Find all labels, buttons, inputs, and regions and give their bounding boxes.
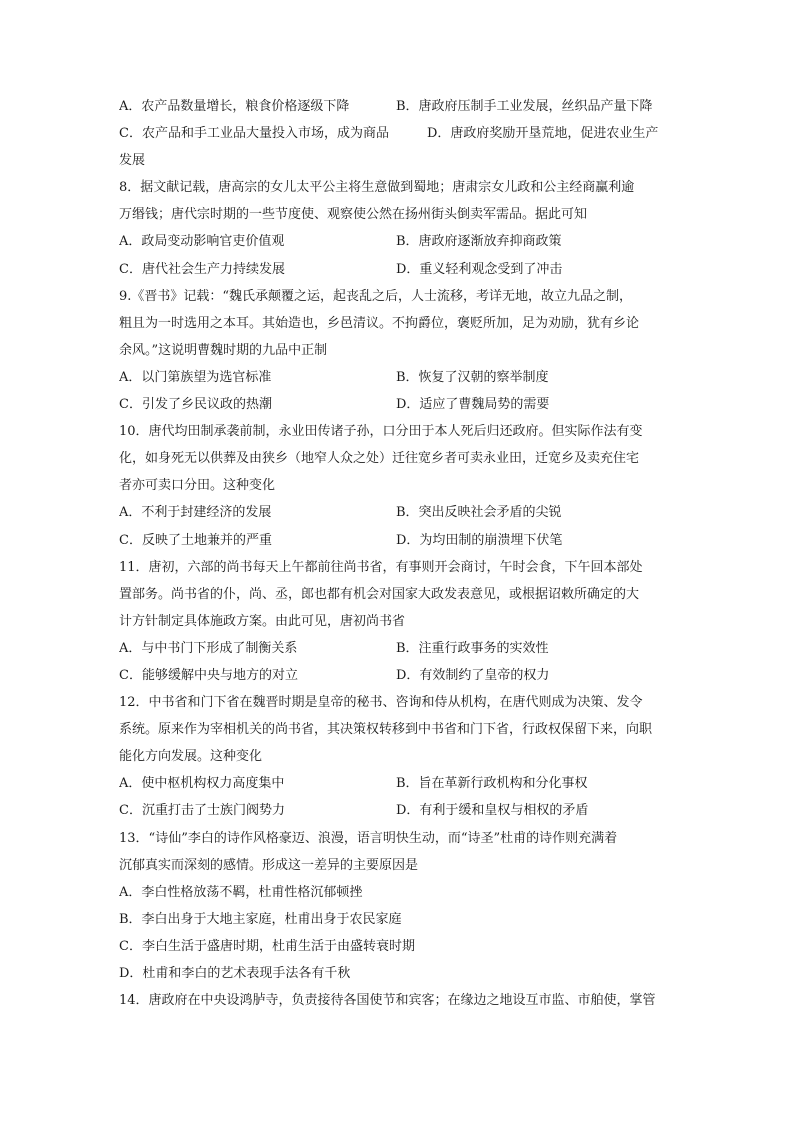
q13-option-d: D．杜甫和李白的艺术表现手法各有千秋 (119, 966, 351, 981)
q9-option-b: B．恢复了汉朝的察举制度 (396, 369, 549, 385)
q14-stem-line-1: 14．唐政府在中央设鸿胪寺，负责接待各国使节和宾客；在缘边之地设互市监、市舶使，掌管 (119, 993, 656, 1009)
q10-option-c: C．反映了土地兼并的严重 (119, 532, 272, 548)
q8-option-a: A．政局变动影响官吏价值观 (119, 234, 285, 250)
q11-options-row-1 (119, 635, 679, 662)
q9-options-row-2 (119, 391, 679, 418)
q7-option-d: D．唐政府奖励开垦荒地，促进农业生产 (427, 126, 659, 142)
q12-option-a: A．使中枢机构权力高度集中 (119, 776, 285, 792)
q13-option-b: B．李白出身于大地主家庭，杜甫出身于农民家庭 (119, 911, 402, 927)
q12-stem-line-1: 12．中书省和门下省在魏晋时期是皇帝的秘书、咨询和侍从机构，在唐代则成为决策、发令 (119, 695, 643, 711)
q8-option-b: B．唐政府逐渐放弃抑商政策 (396, 234, 562, 250)
q11-option-c: C．能够缓解中央与地方的对立 (119, 667, 298, 683)
q11-option-d: D．有效制约了皇帝的权力 (396, 667, 550, 683)
q8-stem-line-2: 万缗钱；唐代宗时期的一些节度使、观察使公然在扬州街头倒卖军需品。据此可知 (119, 207, 588, 223)
q9-option-a: A．以门第族望为选官标准 (119, 369, 272, 385)
q12-options-row-1 (119, 770, 679, 797)
q9-stem-line-2: 粗且为一时选用之本耳。其始造也，乡邑清议。不拘爵位，褒贬所加，足为劝励，犹有乡论 (119, 315, 640, 331)
q12-stem-line-2: 系统。原来作为宰相机关的尚书省，其决策权转移到中书省和门下省，行政权保留下来，向职 (119, 722, 653, 738)
q10-option-d: D．为均田制的崩溃埋下伏笔 (396, 532, 563, 548)
q13-stem-line-2: 沉郁真实而深刻的感情。形成这一差异的主要原因是 (119, 857, 419, 873)
q12-option-b: B．旨在革新行政机构和分化事权 (396, 776, 588, 792)
q7-option-a: A．农产品数量增长，粮食价格逐级下降 (119, 99, 350, 114)
q7-options-row-1 (119, 93, 679, 120)
q8-options-row-2 (119, 256, 679, 283)
q10-options-row-2 (119, 527, 679, 554)
q8-option-c: C．唐代社会生产力持续发展 (119, 261, 285, 277)
q10-stem-line-1: 10．唐代均田制承袭前制，永业田传诸子孙，口分田于本人死后归还政府。但实际作法有变 (119, 424, 643, 440)
q11-options-row-2 (119, 662, 679, 689)
q9-stem-line-1: 9.《晋书》记载：“魏氏承颠覆之运，起丧乱之后，人士流移，考详无地，故立九品之制， (119, 288, 633, 304)
q7-option-c: C．农产品和手工业品大量投入市场，成为商品 (119, 126, 389, 142)
q10-option-a: A．不利于封建经济的发展 (119, 505, 272, 521)
q10-options-row-1 (119, 499, 679, 526)
q11-stem-line-3: 计方针制定具体施政方案。由此可见，唐初尚书省 (119, 613, 406, 629)
q11-stem-line-1: 11．唐初，六部的尚书每天上午都前往尚书省，有事则开会商讨，午时会食，下午回本部处 (119, 559, 643, 575)
q10-stem-line-2: 化，如身死无以供葬及由狭乡（地窄人众之处）迁往宽乡者可卖永业田，迁宽乡及卖充住宅 (119, 451, 640, 467)
q10-stem-line-3: 者亦可卖口分田。这种变化 (119, 478, 276, 494)
q11-option-a: A．与中书门下形成了制衡关系 (119, 640, 298, 656)
q13-option-c: C．李白生活于盛唐时期，杜甫生活于由盛转衰时期 (119, 938, 415, 954)
q9-stem-line-3: 余风。”这说明曹魏时期的九品中正制 (119, 342, 328, 358)
q11-option-b: B．注重行政事务的实效性 (396, 640, 549, 656)
q12-options-row-2 (119, 797, 679, 824)
q7-options-row-2 (119, 120, 679, 147)
q10-option-b: B．突出反映社会矛盾的尖锐 (396, 505, 562, 521)
q12-option-c: C．沉重打击了士族门阀势力 (119, 803, 285, 819)
q9-option-d: D．适应了曹魏局势的需要 (396, 397, 550, 413)
q12-stem-line-3: 能化方向发展。这种变化 (119, 749, 263, 765)
q8-option-d: D．重义轻利观念受到了冲击 (396, 261, 563, 277)
q12-option-d: D．有利于缓和皇权与相权的矛盾 (396, 803, 589, 819)
q7-option-b: B．唐政府压制手工业发展，丝织品产量下降 (396, 99, 653, 114)
q9-option-c: C．引发了乡民议政的热潮 (119, 397, 272, 413)
q11-stem-line-2: 置部务。尚书省的仆，尚、丞，郎也都有机会对国家大政发表意见，或根据诏敕所确定的大 (119, 586, 640, 602)
q9-options-row-1 (119, 364, 679, 391)
q8-options-row-1 (119, 228, 679, 255)
q8-stem-line-1: 8．据文献记载，唐高宗的女儿太平公主将生意做到蜀地；唐肃宗女儿政和公主经商赢利逾 (119, 180, 635, 196)
exam-content (119, 93, 679, 1014)
q13-option-a: A．李白性格放荡不羁，杜甫性格沉郁顿挫 (119, 884, 363, 900)
q7-option-d-continued: 发展 (119, 153, 146, 169)
q13-stem-line-1: 13．“诗仙”李白的诗作风格豪迈、浪漫，语言明快生动，而“诗圣”杜甫的诗作则充满着 (119, 830, 618, 846)
